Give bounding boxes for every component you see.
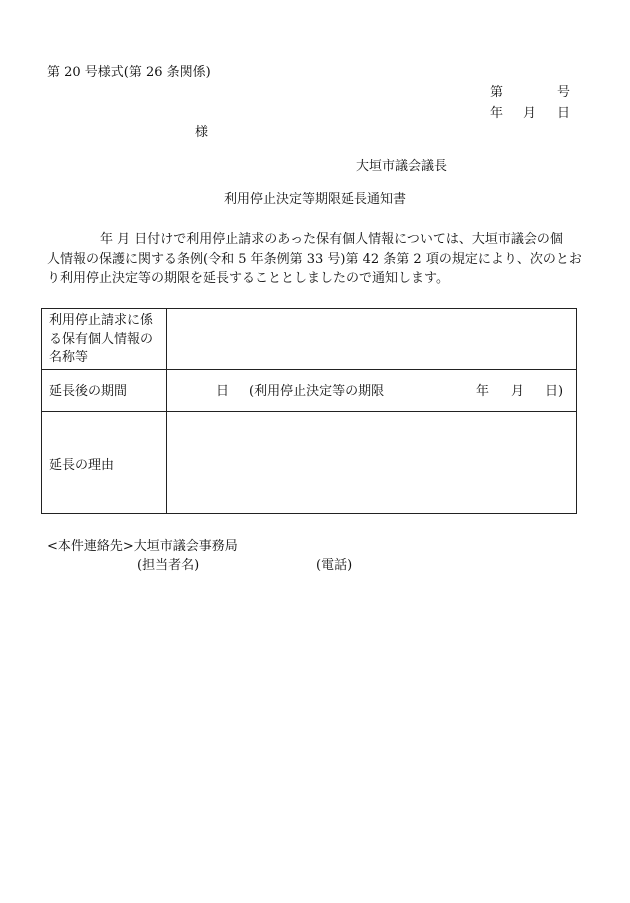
row-label-info-name-3: 名称等 bbox=[49, 350, 89, 365]
date-day: 日 bbox=[557, 106, 571, 121]
column-divider bbox=[166, 370, 167, 411]
table-row-extension-reason bbox=[42, 412, 576, 513]
info-table bbox=[41, 308, 577, 514]
row-label-extension-reason: 延長の理由 bbox=[49, 458, 115, 473]
period-day: 日 bbox=[216, 384, 230, 399]
column-divider bbox=[166, 309, 167, 369]
document-number-suffix: 号 bbox=[557, 85, 571, 100]
column-divider bbox=[166, 412, 167, 513]
period-deadline-label: (利用停止決定等の期限 bbox=[249, 384, 385, 399]
table-row-info-name bbox=[42, 309, 576, 370]
body-text-line-2: 人情報の保護に関する条例(令和 5 年条例第 33 号)第 42 条第 2 項の規定により、次のとお bbox=[47, 252, 582, 267]
contact-phone-label: (電話) bbox=[316, 558, 353, 573]
body-text-line-1: 年 月 日付けで利用停止請求のあった保有個人情報については、大垣市議会の個 bbox=[100, 232, 563, 247]
table-row-extended-period bbox=[42, 370, 576, 412]
document-title: 利用停止決定等期限延長通知書 bbox=[223, 192, 406, 207]
row-label-info-name-1: 利用停止請求に係 bbox=[49, 313, 154, 328]
contact-person-label: (担当者名) bbox=[137, 558, 200, 573]
document-number-prefix: 第 bbox=[490, 85, 504, 100]
contact-office: <本件連絡先>大垣市議会事務局 bbox=[47, 539, 238, 554]
row-label-extended-period: 延長後の期間 bbox=[49, 384, 128, 399]
period-deadline-year: 年 bbox=[476, 384, 490, 399]
sender-name: 大垣市議会議長 bbox=[356, 159, 448, 174]
period-deadline-month: 月 bbox=[511, 384, 525, 399]
form-number: 第 20 号様式(第 26 条関係) bbox=[47, 65, 211, 80]
addressee-honorific: 様 bbox=[195, 125, 209, 140]
period-deadline-day: 日) bbox=[545, 384, 564, 399]
row-label-info-name-2: る保有個人情報の bbox=[49, 332, 154, 347]
date-year: 年 bbox=[490, 106, 504, 121]
body-text-line-3: り利用停止決定等の期限を延長することとしましたので通知します。 bbox=[47, 271, 449, 286]
date-month: 月 bbox=[523, 106, 537, 121]
